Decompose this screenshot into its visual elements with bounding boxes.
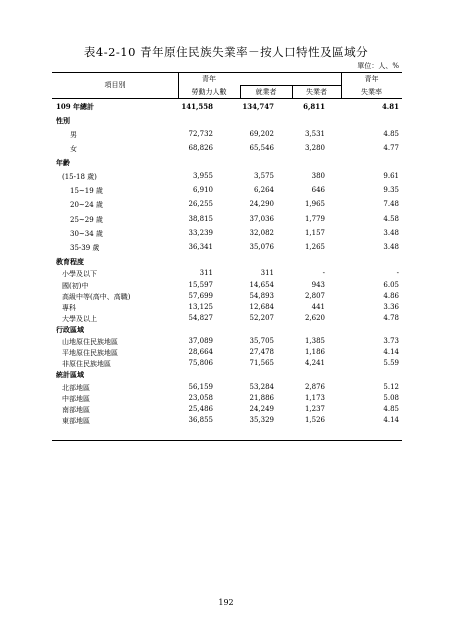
table-row (52, 359, 402, 370)
row-label: 20~24 歲 (70, 201, 103, 209)
employed-cell: 24,290 (249, 200, 274, 208)
unemployed-cell: 646 (311, 186, 325, 194)
rate-cell: 9.35 (383, 186, 399, 194)
row-label: 山地原住民族地區 (62, 338, 118, 346)
page-number: 192 (218, 598, 234, 607)
labor-force-cell: 36,341 (188, 243, 213, 251)
header-unemployment-rate: 失業率 (361, 88, 382, 96)
table-row (52, 416, 402, 427)
table-row (52, 229, 402, 240)
rate-cell: 9.61 (383, 172, 399, 180)
table-row (52, 102, 402, 113)
rate-cell: - (396, 269, 399, 277)
unemployed-cell: 1,265 (304, 243, 325, 251)
rate-cell: 4.14 (383, 416, 399, 424)
labor-force-cell: 13,125 (188, 303, 213, 311)
labor-force-cell: 26,255 (188, 200, 213, 208)
unit-note: 單位：人、% (357, 62, 399, 70)
employed-cell: 37,036 (249, 215, 274, 223)
unemployed-cell: 1,157 (304, 229, 325, 237)
table-row (52, 243, 402, 254)
rate-cell: 4.78 (383, 314, 399, 322)
rate-cell: 3.48 (383, 229, 399, 237)
table-row (52, 383, 402, 394)
unemployed-cell: 3,531 (304, 130, 325, 138)
labor-force-cell: 36,855 (188, 416, 213, 424)
labor-force-cell: 141,558 (181, 102, 213, 111)
employed-cell: 134,747 (242, 102, 274, 111)
unemployed-cell: 1,779 (304, 215, 325, 223)
employed-cell: 14,654 (249, 281, 274, 289)
employed-cell: 3,575 (253, 172, 274, 180)
row-label: 統計區域 (56, 370, 84, 379)
header-bottom-rule (52, 98, 402, 99)
row-label: 南部地區 (62, 406, 90, 414)
table-row (52, 314, 402, 325)
row-label: 女 (70, 145, 77, 153)
rate-cell: 3.48 (383, 243, 399, 251)
employed-cell: 52,207 (249, 314, 274, 322)
table-title: 表4-2-10 青年原住民族失業率－按人口特性及區域分 (83, 45, 369, 59)
table-row (52, 405, 402, 416)
row-label: 15~19 歲 (70, 187, 103, 195)
employed-cell: 71,565 (249, 359, 274, 367)
section-heading (52, 325, 402, 336)
rate-cell: 4.14 (383, 348, 399, 356)
table-row (52, 130, 402, 141)
unemployed-cell: 1,237 (304, 405, 325, 413)
row-label: 教育程度 (56, 257, 84, 266)
employed-cell: 21,886 (249, 394, 274, 402)
employed-cell: 27,478 (249, 348, 274, 356)
row-label: 非原住民族地區 (62, 360, 111, 368)
unemployed-cell: 943 (311, 281, 325, 289)
labor-force-cell: 15,597 (188, 281, 213, 289)
rate-cell: 5.08 (383, 394, 399, 402)
unemployed-cell: - (322, 269, 325, 277)
table-row (52, 215, 402, 226)
table-row (52, 292, 402, 303)
row-label: 專科 (62, 304, 76, 312)
rate-cell: 5.12 (383, 383, 399, 391)
row-label: 30~34 歲 (70, 230, 103, 238)
labor-force-cell: 33,239 (188, 229, 213, 237)
unemployed-cell: 2,807 (304, 292, 325, 300)
section-heading (52, 116, 402, 127)
rate-cell: 3.36 (383, 303, 399, 311)
row-label: 25~29 歲 (70, 216, 103, 224)
table-row (52, 269, 402, 280)
section-heading (52, 257, 402, 268)
unemployed-cell: 1,385 (304, 337, 325, 345)
employed-cell: 24,249 (249, 405, 274, 413)
row-label: 年齡 (56, 158, 70, 167)
employed-cell: 35,076 (249, 243, 274, 251)
section-heading (52, 370, 402, 381)
header-employed: 就業者 (255, 88, 277, 96)
table-row (52, 144, 402, 155)
rate-cell: 3.73 (383, 337, 399, 345)
unemployed-cell: 1,965 (304, 200, 325, 208)
employed-cell: 53,284 (249, 383, 274, 391)
table-row (52, 200, 402, 211)
rate-cell: 5.59 (383, 359, 399, 367)
employed-cell: 12,684 (249, 303, 274, 311)
employed-cell: 32,082 (249, 229, 274, 237)
unemployed-cell: 1,173 (304, 394, 325, 402)
header-youth-right: 青年 (364, 75, 379, 83)
table-row (52, 348, 402, 359)
row-label: 大學及以上 (62, 315, 97, 323)
labor-force-cell: 56,159 (188, 383, 213, 391)
labor-force-cell: 75,806 (188, 359, 213, 367)
header-item: 項目別 (104, 81, 126, 89)
labor-force-cell: 6,910 (192, 186, 213, 194)
table-bottom-rule (52, 440, 402, 441)
labor-force-cell: 57,699 (188, 292, 213, 300)
employed-cell: 311 (260, 269, 274, 277)
row-label: 男 (70, 131, 77, 139)
rate-cell: 4.85 (383, 130, 399, 138)
labor-force-cell: 68,826 (188, 144, 213, 152)
labor-force-cell: 72,732 (188, 130, 213, 138)
header-subrule (240, 85, 341, 86)
employed-cell: 54,893 (249, 292, 274, 300)
labor-force-cell: 38,815 (188, 215, 213, 223)
unemployed-cell: 3,280 (304, 144, 325, 152)
labor-force-cell: 37,089 (188, 337, 213, 345)
unemployed-cell: 1,526 (304, 416, 325, 424)
labor-force-cell: 54,827 (188, 314, 213, 322)
employed-cell: 65,546 (249, 144, 274, 152)
header-labor-force: 勞動力人數 (191, 88, 227, 96)
rate-cell: 4.58 (383, 215, 399, 223)
row-label: 東部地區 (62, 417, 90, 425)
rate-cell: 4.85 (383, 405, 399, 413)
unemployed-cell: 380 (311, 172, 325, 180)
header-youth-left: 青年 (202, 75, 216, 83)
row-label: 中部地區 (62, 395, 90, 403)
row-label: 國(初)中 (62, 282, 89, 290)
row-label: 行政區域 (56, 325, 84, 334)
labor-force-cell: 28,664 (188, 348, 213, 356)
table-row (52, 303, 402, 314)
row-label: 性別 (56, 116, 70, 125)
unemployed-cell: 441 (311, 303, 325, 311)
labor-force-cell: 311 (199, 269, 213, 277)
row-label: 北部地區 (62, 384, 90, 392)
table-row (52, 394, 402, 405)
unemployed-cell: 2,876 (304, 383, 325, 391)
labor-force-cell: 23,058 (188, 394, 213, 402)
unemployed-cell: 2,620 (304, 314, 325, 322)
section-heading (52, 158, 402, 169)
row-label: 109 年總計 (56, 102, 95, 111)
unemployed-cell: 6,811 (303, 102, 325, 111)
labor-force-cell: 3,955 (192, 172, 213, 180)
employed-cell: 6,264 (253, 186, 274, 194)
rate-cell: 7.48 (383, 200, 399, 208)
table-row (52, 186, 402, 197)
table-row (52, 172, 402, 183)
row-label: 高級中等(高中、高職) (62, 293, 131, 301)
employed-cell: 35,705 (249, 337, 274, 345)
employed-cell: 35,329 (249, 416, 274, 424)
row-label: (15-18 歲) (62, 173, 97, 181)
unemployed-cell: 1,186 (304, 348, 325, 356)
table-top-rule (52, 72, 402, 73)
employed-cell: 69,202 (249, 130, 274, 138)
rate-cell: 6.05 (383, 281, 399, 289)
rate-cell: 4.77 (383, 144, 399, 152)
row-label: 35-39 歲 (70, 244, 100, 252)
unemployed-cell: 4,241 (304, 359, 325, 367)
row-label: 平地原住民族地區 (62, 349, 118, 357)
rate-cell: 4.86 (383, 292, 399, 300)
rate-cell: 4.81 (381, 102, 399, 111)
table-row (52, 337, 402, 348)
row-label: 小學及以下 (62, 270, 97, 278)
table-row (52, 281, 402, 292)
header-unemployed: 失業者 (306, 88, 327, 96)
labor-force-cell: 25,486 (188, 405, 213, 413)
